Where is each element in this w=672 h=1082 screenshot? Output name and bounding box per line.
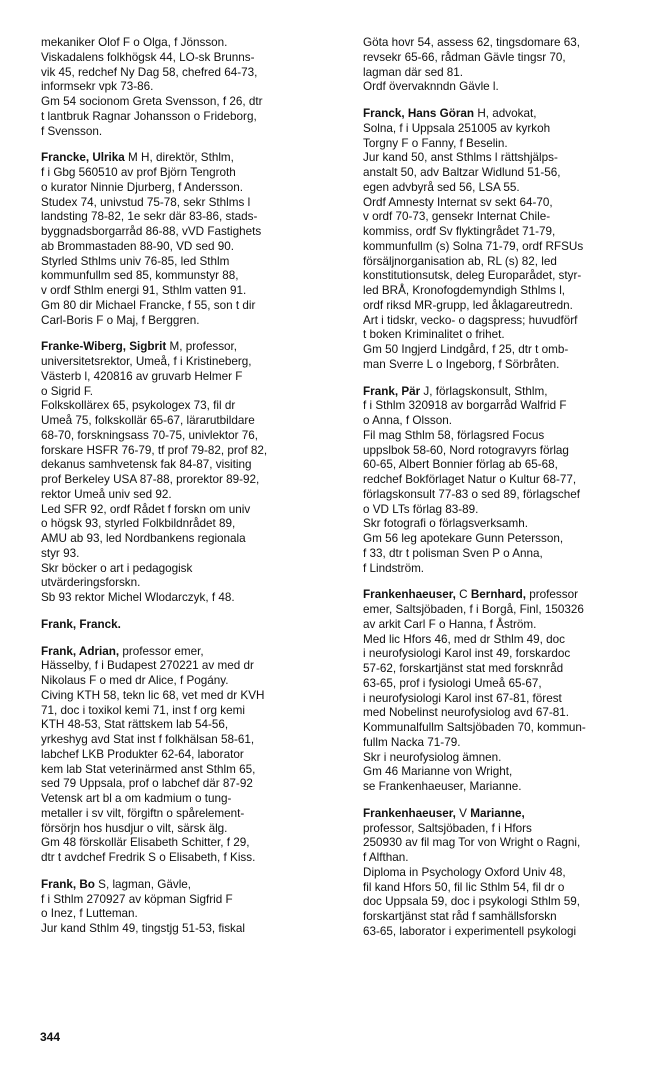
entry-line: [363, 517, 663, 532]
entry-text: Umeå 75, folkskollär 65-67, lärarutbildare: [41, 414, 255, 427]
biography-entry: [41, 645, 339, 866]
entry-text: led BRÅ, Kronofogdemyndigh Sthlms l,: [363, 284, 566, 297]
biography-entry: [41, 36, 339, 139]
entry-line: [363, 780, 663, 795]
entry-line: [363, 473, 663, 488]
entry-text: dtr t avdchef Fredrik S o Elisabeth, f Kiss.: [41, 851, 256, 864]
entry-name: Bernhard,: [470, 588, 527, 602]
entry-text: prof Berkeley USA 87-88, prorektor 89-92,: [41, 473, 260, 486]
entry-text: Torgny F o Fanny, f Beselin.: [363, 136, 508, 150]
entry-text: Led SFR 92, ordf Rådet f forskn om univ: [41, 502, 251, 516]
entry-text: lagman där sed 81.: [363, 65, 464, 79]
entry-name: Franke-Wiberg, Sigbrit: [41, 340, 167, 354]
entry-line: [363, 677, 663, 692]
entry-line: [363, 181, 663, 196]
entry-text: förlagskonsult 77-83 o sed 89, förlagschef: [363, 487, 581, 501]
entry-line: [41, 851, 339, 866]
entry-text: egen advbyrå sed 56, LSA 55.: [363, 180, 520, 194]
entry-text: o Inez, f Lutteman.: [41, 907, 138, 921]
entry-text: Gm 48 förskollär Elisabeth Schitter, f 29,: [41, 836, 250, 850]
entry-line: [363, 399, 663, 414]
biography-entry: [363, 807, 663, 940]
entry-line: [41, 95, 339, 110]
entry-text: 250930 av fil mag Tor von Wright o Ragni,: [363, 836, 581, 850]
entry-text: o högsk 93, styrled Folkbildnrådet 89,: [41, 517, 236, 531]
entry-line: [41, 503, 339, 518]
entry-line: [41, 181, 339, 196]
entry-name: Frankenhaeuser,: [363, 806, 456, 820]
entry-text: universitetsrektor, Umeå, f i Kristineberg,: [41, 355, 252, 368]
entry-text: Gm 80 dir Michael Francke, f 55, son t dir: [41, 298, 256, 312]
entry-text: f i Sthlm 270927 av köpman Sigfrid F: [41, 892, 233, 906]
entry-line: [41, 196, 339, 211]
entry-line: [363, 343, 663, 358]
entry-text: Jur kand 50, anst Sthlms l rättshjälps-: [363, 151, 558, 165]
entry-line: [363, 166, 663, 181]
entry-text: 68-70, forskningsass 70-75, univlektor 76,: [41, 428, 258, 442]
entry-line: [41, 893, 339, 908]
entry-text: Skr i neurofysiolog ämnen.: [363, 750, 502, 764]
entry-line: [41, 299, 339, 314]
entry-line: [363, 225, 663, 240]
entry-text: f Lindström.: [363, 561, 425, 575]
entry-text: o VD LTs förlag 83-89.: [363, 502, 479, 516]
entry-text: utvärderingsforskn.: [41, 576, 141, 590]
entry-line: [363, 385, 663, 400]
entry-text: i neurofysiologi Karol inst 49, forskardoc: [363, 647, 571, 661]
entry-line: [363, 284, 663, 299]
entry-text: fullm Nacka 71-79.: [363, 735, 461, 749]
entry-text: vik 45, redchef Ny Dag 58, chefred 64-73,: [41, 65, 258, 79]
entry-text: Gm 50 Ingjerd Lindgård, f 25, dtr t omb-: [363, 343, 569, 356]
entry-line: [41, 836, 339, 851]
entry-text: Hässelby, f i Budapest 270221 av med dr: [41, 659, 254, 673]
entry-line: [363, 80, 663, 95]
entry-line: [363, 618, 663, 633]
right-column: [363, 36, 663, 952]
entry-text: J, förlagskonsult, Sthlm,: [420, 384, 548, 398]
entry-text: försäljnorganisation ab, RL (s) 82, led: [363, 254, 557, 268]
entry-text: o Sigrid F.: [41, 384, 93, 398]
entry-line: [363, 151, 663, 166]
entry-text: man Sverre L o Ingeborg, f Sörbråten.: [363, 357, 560, 371]
entry-line: [363, 547, 663, 562]
entry-line: [363, 488, 663, 503]
entry-line: [363, 588, 663, 603]
entry-line: [41, 269, 339, 284]
entry-text: kommunfullm sed 85, kommunstyr 88,: [41, 269, 239, 283]
entry-text: 57-62, forskartjänst stat med forsknråd: [363, 662, 564, 675]
entry-text: forskartjänst stat råd f samhällsforskn: [363, 910, 557, 923]
entry-line: [363, 807, 663, 822]
entry-line: [41, 399, 339, 414]
entry-text: informsekr vpk 73-86.: [41, 80, 154, 94]
entry-text: 60-65, Albert Bonnier förlag ab 65-68,: [363, 458, 558, 472]
entry-text: kommiss, ordf Sv flyktingrådet 71-79,: [363, 225, 556, 238]
entry-line: [363, 328, 663, 343]
entry-line: [363, 269, 663, 284]
biography-entry: [41, 340, 339, 606]
entry-text: sed 79 Uppsala, prof o labchef där 87-92: [41, 777, 253, 791]
entry-line: [363, 503, 663, 518]
entry-line: [41, 66, 339, 81]
entry-line: [363, 444, 663, 459]
entry-line: [363, 358, 663, 373]
entry-name: Frank, Adrian,: [41, 644, 120, 658]
entry-line: [41, 547, 339, 562]
entry-text: f Alfthan.: [363, 851, 409, 864]
entry-line: [363, 895, 663, 910]
entry-name: Frankenhaeuser,: [363, 588, 456, 602]
entry-text: t lantbruk Ragnar Johansson o Frideborg,: [41, 109, 257, 123]
entry-line: [363, 137, 663, 152]
entry-text: C: [455, 588, 471, 602]
entry-text: H, advokat,: [474, 107, 537, 120]
biography-entry: [41, 151, 339, 328]
entry-text: M H, direktör, Sthlm,: [124, 151, 234, 165]
entry-text: metaller i sv vilt, förgiftn o spårelement-: [41, 806, 245, 820]
entry-line: [41, 314, 339, 329]
entry-text: Gm 46 Marianne von Wright,: [363, 765, 513, 779]
entry-line: [363, 51, 663, 66]
entry-line: [41, 704, 339, 719]
entry-text: byggnadsborgarråd 86-88, vVD Fastighets: [41, 225, 262, 238]
entry-text: 63-65, laborator i experimentell psykologi: [363, 924, 577, 938]
entry-line: [41, 532, 339, 547]
entry-line: [363, 910, 663, 925]
entry-text: labchef LKB Produkter 62-64, laborator: [41, 747, 244, 761]
entry-text: landsting 78-82, 1e sekr där 83-86, stads-: [41, 210, 258, 224]
entry-text: Kommunalfullm Saltsjöbaden 70, kommun-: [363, 721, 586, 734]
entry-line: [41, 807, 339, 822]
entry-line: [363, 314, 663, 329]
entry-text: med Nobelinst neurofysiolog avd 67-81.: [363, 706, 569, 720]
entry-text: kem lab Stat veterinärmed anst Sthlm 65,: [41, 762, 256, 776]
entry-line: [41, 763, 339, 778]
entry-text: professor: [526, 588, 579, 602]
entry-line: [41, 748, 339, 763]
entry-line: [41, 355, 339, 370]
entry-text: doc Uppsala 59, doc i psykologi Sthlm 59,: [363, 895, 580, 909]
entry-text: o kurator Ninnie Djurberg, f Andersson.: [41, 180, 244, 194]
biography-entry: [363, 36, 663, 95]
entry-text: redchef Bokförlaget Natur o Kultur 68-77,: [363, 473, 577, 486]
entry-text: anstalt 50, adv Baltzar Widlund 51-56,: [363, 166, 561, 179]
entry-line: [41, 674, 339, 689]
entry-line: [363, 925, 663, 940]
entry-line: [41, 645, 339, 660]
entry-line: [41, 659, 339, 674]
entry-text: i neurofysiologi Karol inst 67-81, förest: [363, 691, 562, 705]
entry-line: [41, 618, 339, 633]
entry-name: Frank, Pär: [363, 384, 421, 398]
entry-text: dekanus samhvetensk fak 84-87, visiting: [41, 458, 252, 472]
entry-line: [363, 429, 663, 444]
entry-line: [41, 225, 339, 240]
entry-text: 63-65, prof i fysiologi Umeå 65-67,: [363, 676, 542, 690]
entry-line: [41, 458, 339, 473]
entry-line: [41, 907, 339, 922]
entry-text: se Frankenhaeuser, Marianne.: [363, 780, 522, 793]
entry-text: fil kand Hfors 50, fil lic Sthlm 54, fil dr o: [363, 880, 565, 894]
entry-line: [363, 210, 663, 225]
entry-text: ordf riksd MR-grupp, led åklagareutredn.: [363, 298, 573, 312]
entry-line: [363, 458, 663, 473]
entry-text: o Anna, f Olsson.: [363, 414, 453, 427]
entry-text: Ordf Amnesty Internat sv sekt 64-70,: [363, 195, 553, 209]
entry-name: Marianne,: [470, 806, 525, 820]
entry-line: [41, 718, 339, 733]
entry-line: [41, 385, 339, 400]
entry-text: v ordf Sthlm energi 91, Sthlm vatten 91.: [41, 284, 247, 297]
entry-text: Studex 74, univstud 75-78, sekr Sthlms l: [41, 195, 251, 209]
entry-line: [41, 210, 339, 225]
entry-line: [363, 107, 663, 122]
entry-line: [363, 36, 663, 51]
entry-text: V: [455, 806, 471, 820]
entry-line: [363, 836, 663, 851]
entry-line: [41, 255, 339, 270]
entry-text: Viskadalens folkhögsk 44, LO-sk Brunns-: [41, 50, 255, 64]
entry-text: uppslbok 58-60, Nord rotogravyrs förlag: [363, 443, 569, 457]
biography-entry: [363, 385, 663, 577]
entry-text: Västerb l, 420816 av gruvarb Helmer F: [41, 369, 243, 383]
entry-line: [363, 603, 663, 618]
entry-text: Gm 56 leg apotekare Gunn Petersson,: [363, 532, 564, 545]
entry-line: [363, 122, 663, 137]
entry-line: [41, 125, 339, 140]
entry-text: v ordf 70-73, gensekr Internat Chile-: [363, 210, 551, 224]
entry-line: [363, 822, 663, 837]
entry-line: [363, 721, 663, 736]
entry-line: [41, 166, 339, 181]
entry-text: Styrled Sthlms univ 76-85, led Sthlm: [41, 254, 230, 268]
entry-text: revsekr 65-66, rådman Gävle tingsr 70,: [363, 50, 566, 64]
entry-text: professor emer,: [119, 644, 204, 658]
entry-line: [363, 647, 663, 662]
entry-line: [363, 662, 663, 677]
entry-line: [363, 240, 663, 255]
entry-name: Frank, Franck.: [41, 617, 121, 631]
entry-text: Carl-Boris F o Maj, f Berggren.: [41, 313, 200, 327]
entry-text: kommunfullm (s) Solna 71-79, ordf RFSUs: [363, 239, 584, 253]
entry-text: Diploma in Psychology Oxford Univ 48,: [363, 865, 566, 879]
entry-line: [363, 851, 663, 866]
entry-text: Gm 54 socionom Greta Svensson, f 26, dtr: [41, 95, 263, 108]
entry-line: [41, 792, 339, 807]
entry-text: av arkit Carl F o Hanna, f Åström.: [363, 617, 537, 631]
entry-line: [363, 866, 663, 881]
entry-line: [41, 370, 339, 385]
entry-text: Jur kand Sthlm 49, tingstjg 51-53, fiskal: [41, 922, 245, 935]
entry-text: Civing KTH 58, tekn lic 68, vet med dr KVH: [41, 688, 265, 702]
entry-line: [41, 36, 339, 51]
entry-text: styr 93.: [41, 546, 80, 560]
left-column: [41, 36, 339, 949]
entry-line: [363, 765, 663, 780]
entry-text: emer, Saltsjöbaden, f i Borgå, Finl, 150326: [363, 603, 584, 616]
entry-line: [363, 562, 663, 577]
entry-text: 71, doc i toxikol kemi 71, inst f org kemi: [41, 703, 245, 717]
entry-line: [41, 429, 339, 444]
entry-text: AMU ab 93, led Nordbankens regionala: [41, 532, 246, 545]
entry-text: mekaniker Olof F o Olga, f Jönsson.: [41, 36, 228, 49]
entry-line: [41, 576, 339, 591]
entry-line: [41, 444, 339, 459]
entry-line: [41, 562, 339, 577]
entry-text: f 33, dtr t polisman Sven P o Anna,: [363, 546, 543, 560]
entry-text: KTH 48-53, Stat rättskem lab 54-56,: [41, 718, 229, 732]
entry-text: rektor Umeå univ sed 92.: [41, 487, 172, 501]
entry-line: [41, 80, 339, 95]
entry-line: [41, 110, 339, 125]
entry-line: [41, 878, 339, 893]
entry-text: S, lagman, Gävle,: [94, 877, 192, 891]
entry-line: [41, 340, 339, 355]
entry-name: Francke, Ulrika: [41, 151, 125, 165]
entry-text: f i Sthlm 320918 av borgarråd Walfrid F: [363, 399, 567, 413]
entry-text: Fil mag Sthlm 58, förlagsred Focus: [363, 428, 545, 442]
entry-text: Göta hovr 54, assess 62, tingsdomare 63,: [363, 36, 580, 49]
entry-text: forskare HSFR 76-79, tf prof 79-82, prof 82,: [41, 443, 268, 457]
entry-text: M, professor,: [166, 340, 238, 354]
entry-line: [41, 733, 339, 748]
entry-line: [41, 517, 339, 532]
entry-name: Franck, Hans Göran: [363, 107, 475, 120]
entry-text: f Svensson.: [41, 124, 103, 138]
entry-name: Frank, Bo: [41, 877, 95, 891]
entry-text: Med lic Hfors 46, med dr Sthlm 49, doc: [363, 632, 566, 646]
entry-line: [41, 240, 339, 255]
entry-line: [41, 822, 339, 837]
entry-text: Nikolaus F o med dr Alice, f Pogány.: [41, 674, 229, 687]
entry-text: Solna, f i Uppsala 251005 av kyrkoh: [363, 121, 551, 135]
entry-line: [41, 922, 339, 937]
entry-line: [41, 777, 339, 792]
entry-text: Skr böcker o art i pedagogisk: [41, 561, 193, 575]
entry-text: konstitutionsutsk, deleg Europarådet, styr-: [363, 269, 582, 283]
entry-text: Folkskollärex 65, psykologex 73, fil dr: [41, 399, 236, 413]
entry-text: yrkeshyg avd Stat inst f folkhälsan 58-61,: [41, 733, 255, 746]
entry-text: Art i tidskr, vecko- o dagspress; huvudförf: [363, 313, 578, 327]
entry-line: [41, 414, 339, 429]
entry-line: [363, 414, 663, 429]
entry-line: [363, 532, 663, 547]
entry-line: [363, 736, 663, 751]
entry-line: [363, 881, 663, 896]
entry-text: Ordf övervaknndn Gävle l.: [363, 80, 499, 94]
biography-entry: [363, 107, 663, 373]
entry-line: [363, 196, 663, 211]
entry-line: [363, 692, 663, 707]
entry-line: [41, 488, 339, 503]
entry-text: ab Brommastaden 88-90, VD sed 90.: [41, 239, 234, 253]
entry-line: [363, 633, 663, 648]
entry-line: [363, 706, 663, 721]
biography-entry: [363, 588, 663, 795]
entry-line: [41, 284, 339, 299]
entry-text: professor, Saltsjöbaden, f i Hfors: [363, 821, 532, 835]
entry-line: [41, 689, 339, 704]
entry-line: [363, 255, 663, 270]
entry-line: [363, 66, 663, 81]
entry-text: Sb 93 rektor Michel Wlodarczyk, f 48.: [41, 591, 235, 604]
entry-line: [41, 151, 339, 166]
page-number: 344: [40, 1030, 61, 1044]
entry-text: Skr fotografi o förlagsverksamh.: [363, 517, 528, 531]
biography-entry: [41, 618, 339, 633]
entry-line: [363, 299, 663, 314]
entry-text: t boken Kriminalitet o frihet.: [363, 328, 505, 342]
biography-entry: [41, 878, 339, 937]
entry-line: [363, 751, 663, 766]
entry-line: [41, 591, 339, 606]
entry-line: [41, 473, 339, 488]
entry-text: Vetensk art bl a om kadmium o tung-: [41, 792, 232, 805]
entry-text: f i Gbg 560510 av prof Björn Tengroth: [41, 166, 236, 179]
entry-line: [41, 51, 339, 66]
entry-text: försörjn hos husdjur o vilt, särsk älg.: [41, 821, 228, 835]
